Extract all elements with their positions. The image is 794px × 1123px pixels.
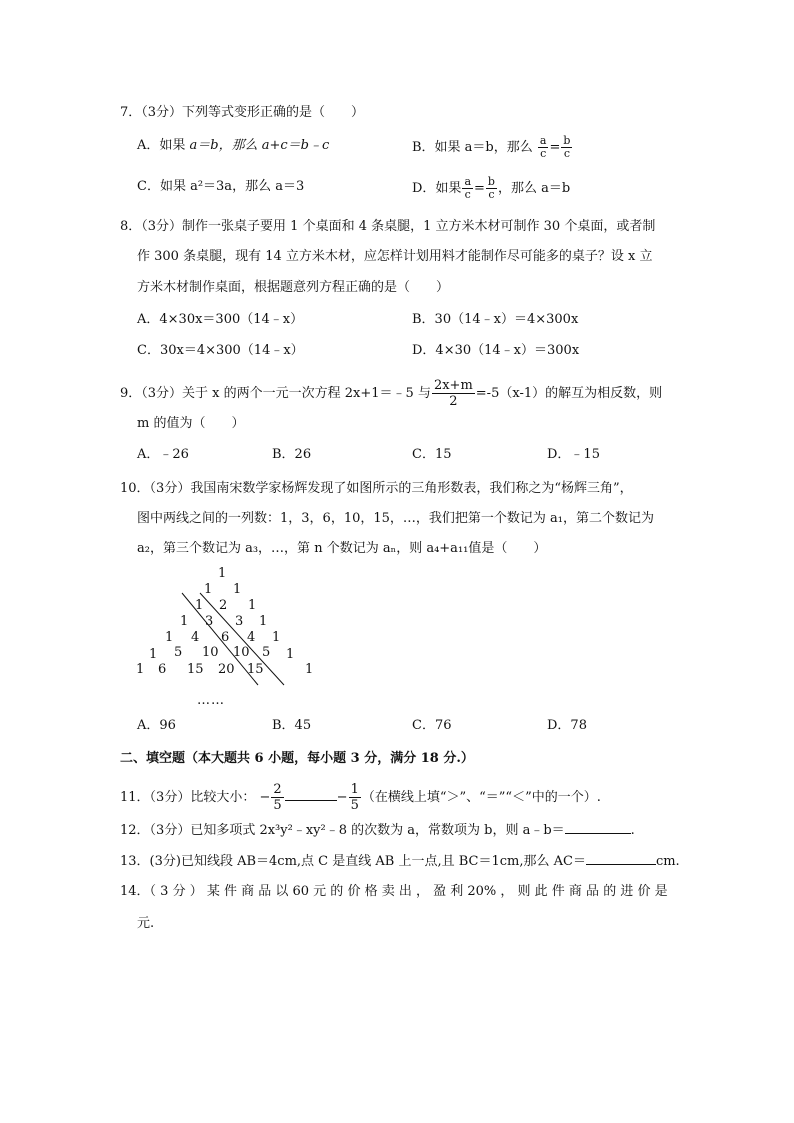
q7-d-post: ，那么 a＝b <box>497 181 571 196</box>
q12-text: 12．（3分）已知多项式 2x³y²﹣xy²﹣8 的次数为 a，常数项为 b，则 a﹣b＝ <box>120 823 565 838</box>
triangle-cell: 1 <box>248 598 257 613</box>
section-2-heading: 二、填空题（本大题共 6 小题，每小题 3 分，满分 18 分.） <box>120 751 474 766</box>
triangle-ellipsis: …… <box>197 693 225 708</box>
triangle-cell: 5 <box>262 645 271 660</box>
triangle-cell: 5 <box>174 645 183 660</box>
triangle-cell: 1 <box>136 662 145 677</box>
triangle-cell: 10 <box>202 645 219 660</box>
frac-num: b <box>563 134 571 147</box>
frac-num: b <box>487 175 495 188</box>
triangle-cell: 15 <box>247 662 264 677</box>
triangle-cell: 4 <box>191 630 200 645</box>
question-10-line-2: 图中两线之间的一列数：1，3，6，10，15，…，我们把第一个数记为 a₁，第二个数记为 <box>137 511 654 526</box>
triangle-cell: 1 <box>259 614 268 629</box>
triangle-cell: 1 <box>233 582 242 597</box>
triangle-cell: 1 <box>272 630 281 645</box>
frac-den: 5 <box>350 798 359 813</box>
q7-d-eq: = <box>474 181 485 196</box>
question-13 <box>120 852 680 871</box>
q8-option-b: B．30（14﹣x）＝4×300x <box>412 312 579 327</box>
triangle-cell: 1 <box>195 598 204 613</box>
q8-option-d: D．4×30（14﹣x）＝300x <box>412 343 580 358</box>
q7-option-a <box>137 137 329 155</box>
q7-d-frac-1 <box>462 176 473 201</box>
q9-post: =-5（x-1）的解互为相反数，则 <box>475 386 663 401</box>
triangle-cell: 1 <box>204 582 213 597</box>
q10-option-c: C．76 <box>412 718 452 733</box>
q7-option-c: C．如果 a²＝3a，那么 a＝3 <box>137 179 305 194</box>
question-11 <box>120 782 601 813</box>
frac-den: c <box>563 147 570 160</box>
question-12 <box>120 821 635 840</box>
triangle-cell: 6 <box>158 662 167 677</box>
q7-b-label: B．如果 a＝b，那么 <box>412 140 533 155</box>
q8-option-c: C．30x＝4×300（14﹣x） <box>137 343 304 358</box>
triangle-cell: 4 <box>247 630 256 645</box>
q10-option-d: D．78 <box>547 718 587 733</box>
q11-answer-blank[interactable] <box>285 788 337 801</box>
triangle-cell: 1 <box>218 566 227 581</box>
q13-end: cm. <box>655 854 680 869</box>
question-8-line-1: 8．（3分）制作一张桌子要用 1 个桌面和 4 条桌腿，1 立方米木材可制作 30 个桌面，或者制 <box>120 219 656 234</box>
frac-den: c <box>464 188 471 201</box>
frac-num: a <box>464 175 471 188</box>
q7-b-eq: = <box>549 140 561 155</box>
q9-option-d: D．﹣15 <box>547 447 600 462</box>
q7-b-frac-2 <box>561 135 572 160</box>
q11-minus-2: − <box>336 790 348 805</box>
question-7-stem: 7．（3分）下列等式变形正确的是（ ） <box>120 105 365 120</box>
triangle-cell: 3 <box>205 614 214 629</box>
question-10-line-1: 10．（3分）我国南宋数学家杨辉发现了如图所示的三角形数表，我们称之为“杨辉三角”， <box>120 481 633 496</box>
q10-option-b: B．45 <box>272 718 312 733</box>
frac-den: c <box>488 188 495 201</box>
q11-minus-1: − <box>259 790 271 805</box>
triangle-cell: 1 <box>286 647 295 662</box>
triangle-cell: 3 <box>235 614 244 629</box>
q7-b-frac-1 <box>538 135 549 160</box>
q11-frac-2 <box>349 782 361 813</box>
q7-d-label: D．如果 <box>412 181 462 196</box>
q12-end: . <box>630 823 635 838</box>
yang-hui-triangle <box>130 563 330 713</box>
q11-frac-1 <box>271 782 283 813</box>
q11-pre: 11．（3分）比较大小： <box>120 790 256 805</box>
q9-option-a: A．﹣26 <box>137 447 189 462</box>
triangle-cell: 6 <box>221 630 230 645</box>
q9-pre: 9．（3分）关于 x 的两个一元一次方程 2x+1＝﹣5 与 <box>120 386 431 401</box>
question-8-line-3: 方米木材制作桌面，根据题意列方程正确的是（ ） <box>137 280 450 295</box>
q11-post: （在横线上填“＞”、“＝”“＜”中的一个）. <box>361 790 601 805</box>
question-8-line-2: 作 300 条桌腿，现有 14 立方米木材，应怎样计划用料才能制作尽可能多的桌子？设 x 立 <box>137 249 653 264</box>
frac-num: 2x+m <box>433 378 473 393</box>
triangle-cell: 1 <box>305 662 314 677</box>
q9-option-c: C．15 <box>412 447 452 462</box>
frac-num: 1 <box>350 782 359 797</box>
frac-num: a <box>539 134 547 147</box>
question-9-line-1 <box>120 378 662 409</box>
question-10-line-3: a₂，第三个数记为 a₃，…，第 n 个数记为 aₙ，则 a₄+a₁₁值是（ ） <box>137 541 547 556</box>
question-14-line-1: 14．（ 3 分 ） 某 件 商 品 以 60 元 的 价 格 卖 出 ， 盈 利 20% ， 则 此 件 商 品 的 进 价 是 <box>120 884 668 899</box>
triangle-cell: 1 <box>180 614 189 629</box>
q7-a-label: A．如果 <box>137 138 190 153</box>
triangle-diagonal-lines <box>130 563 330 713</box>
frac-den: c <box>540 147 547 160</box>
triangle-cell: 20 <box>218 662 235 677</box>
q13-text: 13．(3分)已知线段 AB＝4cm,点 C 是直线 AB 上一点,且 BC＝1cm,那么 AC＝ <box>120 854 586 869</box>
q7-option-b <box>412 135 573 160</box>
q12-answer-blank[interactable] <box>565 821 631 834</box>
triangle-cell: 1 <box>149 647 158 662</box>
triangle-cell: 15 <box>187 662 204 677</box>
frac-num: 2 <box>273 782 282 797</box>
triangle-cell: 10 <box>233 645 250 660</box>
q13-answer-blank[interactable] <box>586 852 656 865</box>
q7-d-frac-2 <box>486 176 497 201</box>
q9-fraction <box>432 378 475 409</box>
triangle-cell: 2 <box>219 598 228 613</box>
triangle-cell: 1 <box>165 630 174 645</box>
q10-option-a: A．96 <box>137 718 176 733</box>
q7-a-math: a＝b，那么 a+c＝b﹣c <box>189 138 330 153</box>
q9-option-b: B．26 <box>272 447 312 462</box>
question-14-line-2: 元. <box>137 916 155 931</box>
q7-option-d <box>412 176 570 201</box>
question-9-line-2: m 的值为（ ） <box>137 416 245 431</box>
frac-den: 5 <box>273 798 282 813</box>
q8-option-a: A．4×30x＝300（14﹣x） <box>137 312 304 327</box>
frac-den: 2 <box>449 394 458 409</box>
